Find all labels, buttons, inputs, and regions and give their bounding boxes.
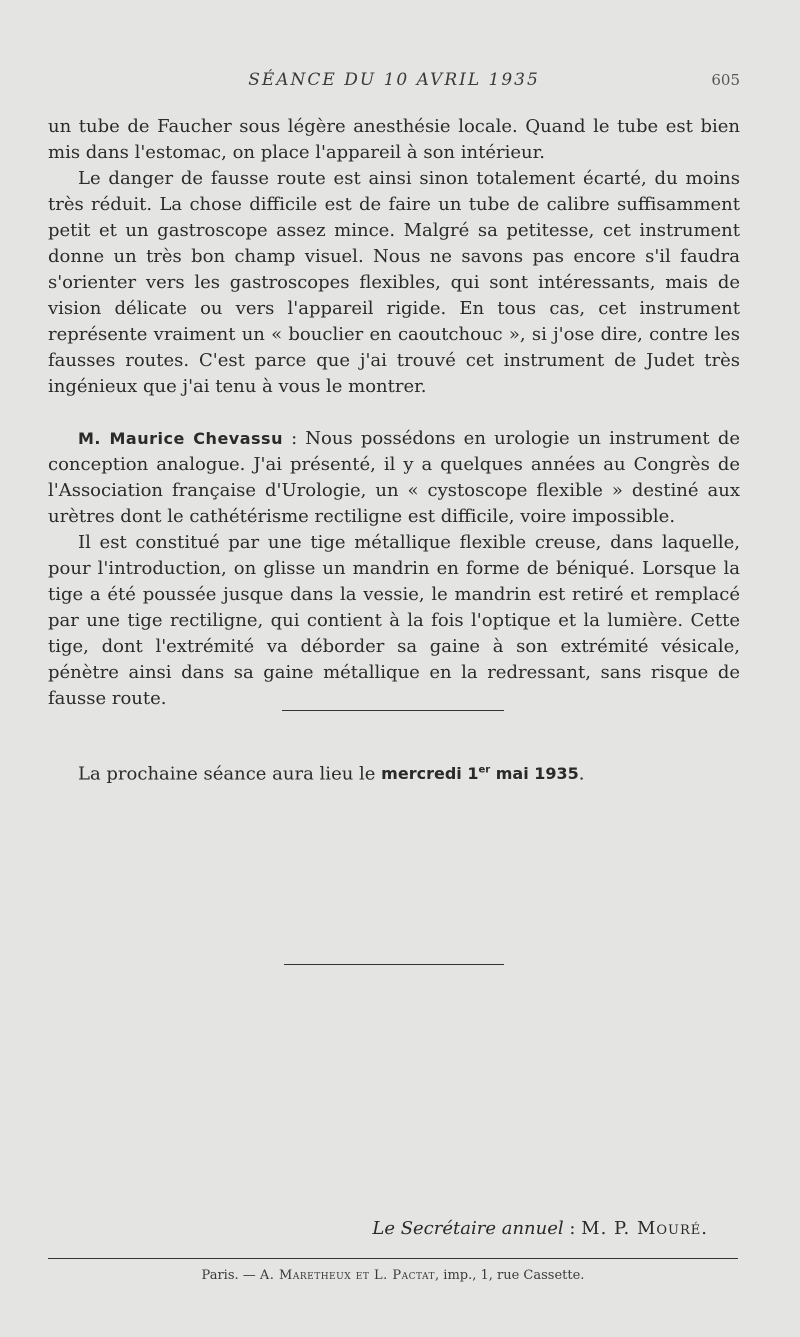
signature-label: Le Secrétaire annuel [372, 1218, 564, 1239]
paragraph-instrument: Il est constitué par une tige métallique flexible creuse, dans laquelle, pour l'introduction, on glisse un mandrin en forme de béniqué. Lorsque la tige a été poussée jusque dans la vessie, le mandrin est retiré et remplacé par une tige rectiligne, qui contient à la fois l'optique et la lumière. Cette tige, dont l'extrémité va déborder sa gaine à son extrémité vésicale, pénètre ainsi dans sa gaine métallique en la redressant, sans risque de fausse route. [48, 532, 740, 709]
next-session-suffix: . [578, 763, 585, 785]
imprint-city: Paris. — [201, 1268, 260, 1283]
paragraph-chevassu [48, 426, 740, 530]
next-session-month-year: mai 1935 [490, 764, 579, 784]
body-text [48, 114, 740, 712]
next-session-date [381, 764, 579, 783]
imprint-printers: A. Maretheux et L. Pactat [259, 1268, 436, 1283]
imprint-address: , imp., 1, rue Cassette. [435, 1268, 585, 1283]
speaker-name: M. Maurice Chevassu [78, 429, 283, 448]
page-number: 605 [711, 71, 740, 89]
paragraph-continuation: un tube de Faucher sous légère anesthésie locale. Quand le tube est bien mis dans l'estomac, on place l'appareil à son intérieur. [48, 116, 740, 163]
speaker-statement: : Nous possédons en urologie un instrument de conception analogue. J'ai présenté, il y a quelques années au Congrès de l'Association française d'Urologie, un « cystoscope flexible » destiné aux urètres dont le cathétérisme rectiligne est difficile, voire impossible. [48, 428, 740, 527]
footer-rule [48, 1258, 738, 1259]
signature-line [372, 1216, 708, 1242]
printer-imprint [48, 1268, 738, 1283]
header-title: SÉANCE DU 10 AVRIL 1935 [248, 70, 540, 90]
next-session-notice [78, 758, 738, 787]
running-header [48, 70, 740, 94]
next-session-prefix: La prochaine séance aura lieu le [78, 763, 382, 785]
paragraph-danger: Le danger de fausse route est ainsi sinon totalement écarté, du moins très réduit. La chose difficile est de faire un tube de calibre suffisamment petit et un gastroscope assez mince. Malgré sa petitesse, cet instrument donne un très bon champ visuel. Nous ne savons pas encore s'il faudra s'orienter vers les gastroscopes flexibles, qui sont intéressants, mais de vision délicate ou vers l'appareil rigide. En tous cas, cet instrument représente vraiment un « bouclier en caoutchouc », si j'ose dire, contre les fausses routes. C'est parce que j'ai trouvé cet instrument de Judet très ingénieux que j'ai tenu à vous le montrer. [48, 168, 740, 397]
next-session-day: mercredi 1 [381, 764, 479, 784]
signature-name: M. P. Mouré. [581, 1218, 708, 1239]
signature-separator: : [563, 1218, 582, 1239]
ordinal-suffix: er [478, 765, 491, 776]
closing-divider [284, 964, 504, 965]
section-divider [282, 710, 504, 711]
